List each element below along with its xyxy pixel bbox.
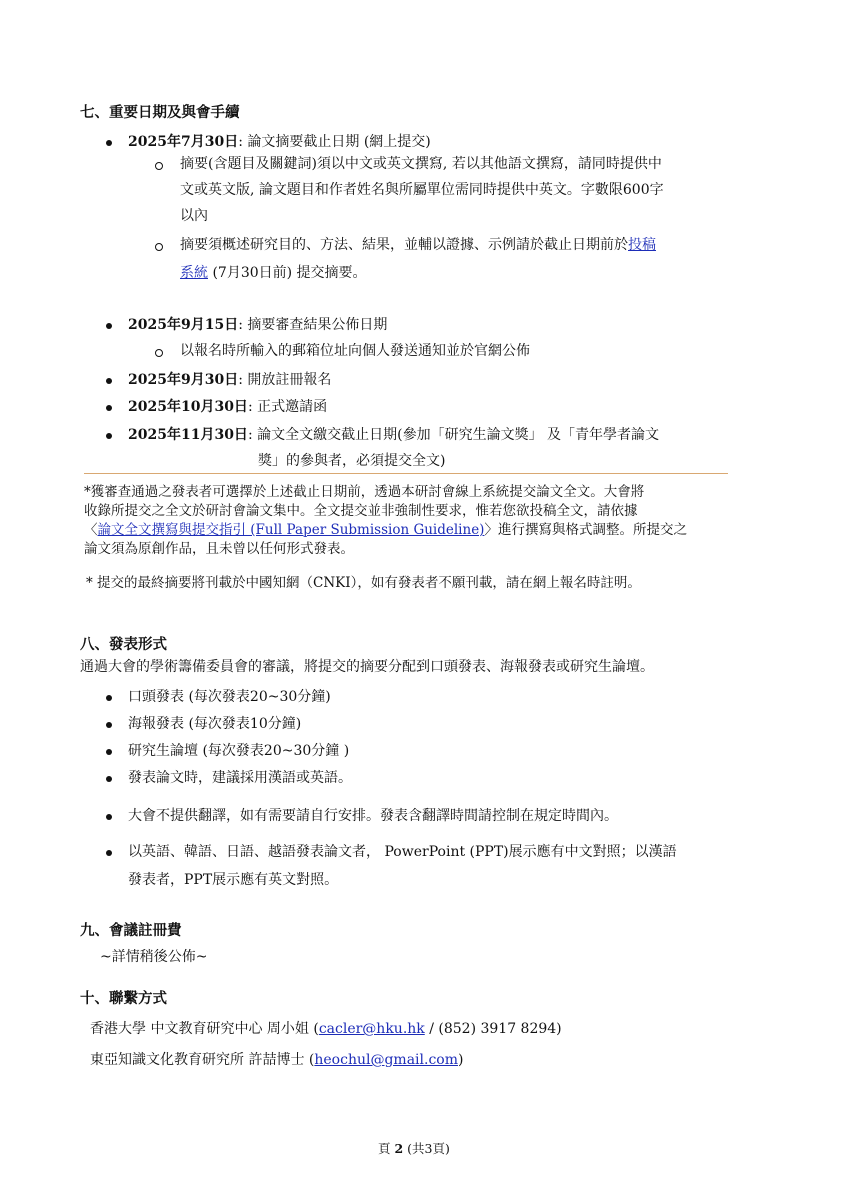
bullet-icon (106, 378, 112, 384)
date-label: 2025年11月30日 (128, 427, 248, 443)
section-10-heading: 十、聯繫方式 (80, 990, 167, 1007)
note-line-part: 〉進行撰寫與格式調整。所提交之 (484, 522, 687, 538)
submission-system-link[interactable]: 系統 (180, 265, 208, 281)
contact-email-link[interactable]: heochul@gmail.com (314, 1052, 458, 1068)
circle-bullet-icon (155, 162, 163, 170)
date-text: : 摘要審查結果公佈日期 (238, 317, 388, 333)
note-line: 論文須為原創作品，且未曾以任何形式發表。 (84, 541, 354, 557)
full-paper-guideline-link[interactable]: 論文全文撰寫與提交指引 (Full Paper Submission Guideline) (97, 522, 485, 538)
submission-system-link[interactable]: 投稿 (628, 237, 656, 253)
page-number: 2 (394, 1141, 404, 1156)
bullet-icon (106, 433, 112, 439)
list-item: 研究生論壇 (每次發表20~30分鐘 ) (128, 743, 350, 759)
circle-bullet-icon (155, 349, 163, 357)
list-item: 發表論文時，建議採用漢語或英語。 (128, 770, 352, 786)
bullet-icon (106, 405, 112, 411)
contact-text: 香港大學 中文教育研究中心 周小姐 ( (90, 1021, 319, 1037)
bullet-icon (106, 140, 112, 146)
note-line-part: 〈 (84, 522, 98, 538)
bullet-icon (106, 850, 112, 856)
date-text-continued: 獎」的參與者，必須提交全文) (258, 453, 446, 469)
footer-text: (共3頁) (403, 1141, 450, 1156)
contact-text: 東亞知識文化教育研究所 許喆博士 ( (90, 1052, 315, 1068)
sub-item-text: 以報名時所輸入的郵箱位址向個人發送通知並於官網公佈 (180, 343, 530, 359)
sub-item-text: 摘要(含題目及關鍵詞)須以中文或英文撰寫, 若以其他語文撰寫，請同時提供中 (180, 156, 662, 172)
date-label: 2025年9月30日 (128, 372, 239, 388)
list-item: 以英語、韓語、日語、越語發表論文者， PowerPoint (PPT)展示應有中文對照；以漢語 (128, 844, 677, 860)
section-8-heading: 八、發表形式 (80, 636, 167, 653)
contact-line-1 (90, 1022, 562, 1036)
sub-item-text-part: (7月30日前) 提交摘要。 (208, 265, 367, 281)
cnki-note: * 提交的最終摘要將刊載於中國知網（CNKI），如有發表者不願刊載，請在網上報名時註明。 (86, 575, 641, 591)
date-text: : 開放註冊報名 (238, 372, 332, 388)
section-9-heading: 九、會議註冊費 (80, 922, 182, 939)
date-item-1 (128, 135, 431, 149)
divider (84, 473, 728, 474)
bullet-icon (106, 814, 112, 820)
footer-text: 頁 (378, 1141, 395, 1156)
date-text: : 論文全文繳交截止日期(參加「研究生論文獎」 及「青年學者論文 (247, 427, 660, 443)
sub-item-text (180, 266, 367, 280)
date-text: : 正式邀請函 (247, 399, 328, 415)
contact-text: ) (458, 1052, 464, 1068)
note-line: 收錄所提交之全文於研討會論文集中。全文提交並非強制性要求，惟若您欲投稿全文，請依據 (84, 503, 638, 519)
date-item-5 (128, 428, 659, 442)
bullet-icon (106, 749, 112, 755)
list-item-continued: 發表者，PPT展示應有英文對照。 (128, 872, 339, 888)
list-item: 海報發表 (每次發表10分鐘) (128, 716, 302, 732)
bullet-icon (106, 776, 112, 782)
circle-bullet-icon (155, 243, 163, 251)
note-line (84, 524, 687, 538)
section-8-intro: 通過大會的學術籌備委員會的審議，將提交的摘要分配到口頭發表、海報發表或研究生論壇。 (80, 659, 654, 675)
page-footer (378, 1143, 450, 1156)
sub-item-text: 文或英文版, 論文題目和作者姓名與所屬單位需同時提供中英文。字數限600字 (180, 182, 664, 198)
contact-email-link[interactable]: cacler@hku.hk (318, 1021, 425, 1037)
date-item-2 (128, 318, 387, 332)
date-label: 2025年9月15日 (128, 317, 239, 333)
list-item: 口頭發表 (每次發表20~30分鐘) (128, 689, 331, 705)
bullet-icon (106, 323, 112, 329)
list-item: 大會不提供翻譯，如有需要請自行安排。發表含翻譯時間請控制在規定時間內。 (128, 808, 618, 824)
registration-fee-text: ~詳情稍後公佈~ (100, 949, 208, 965)
bullet-icon (106, 722, 112, 728)
date-label: 2025年7月30日 (128, 134, 239, 150)
contact-text: / (852) 3917 8294) (424, 1021, 562, 1037)
date-label: 2025年10月30日 (128, 399, 248, 415)
date-text: : 論文摘要截止日期 (網上提交) (238, 134, 431, 150)
note-line: *獲審查通過之發表者可選擇於上述截止日期前，透過本研討會線上系統提交論文全文。大會將 (84, 484, 645, 500)
date-item-4 (128, 400, 327, 414)
section-7-heading: 七、重要日期及與會手續 (80, 104, 240, 121)
date-item-3 (128, 373, 331, 387)
bullet-icon (106, 695, 112, 701)
sub-item-text: 以內 (180, 208, 208, 224)
sub-item-text (180, 238, 656, 252)
contact-line-2 (90, 1053, 463, 1067)
sub-item-text-part: 摘要須概述研究目的、方法、結果，並輔以證據、示例請於截止日期前於 (180, 237, 628, 253)
